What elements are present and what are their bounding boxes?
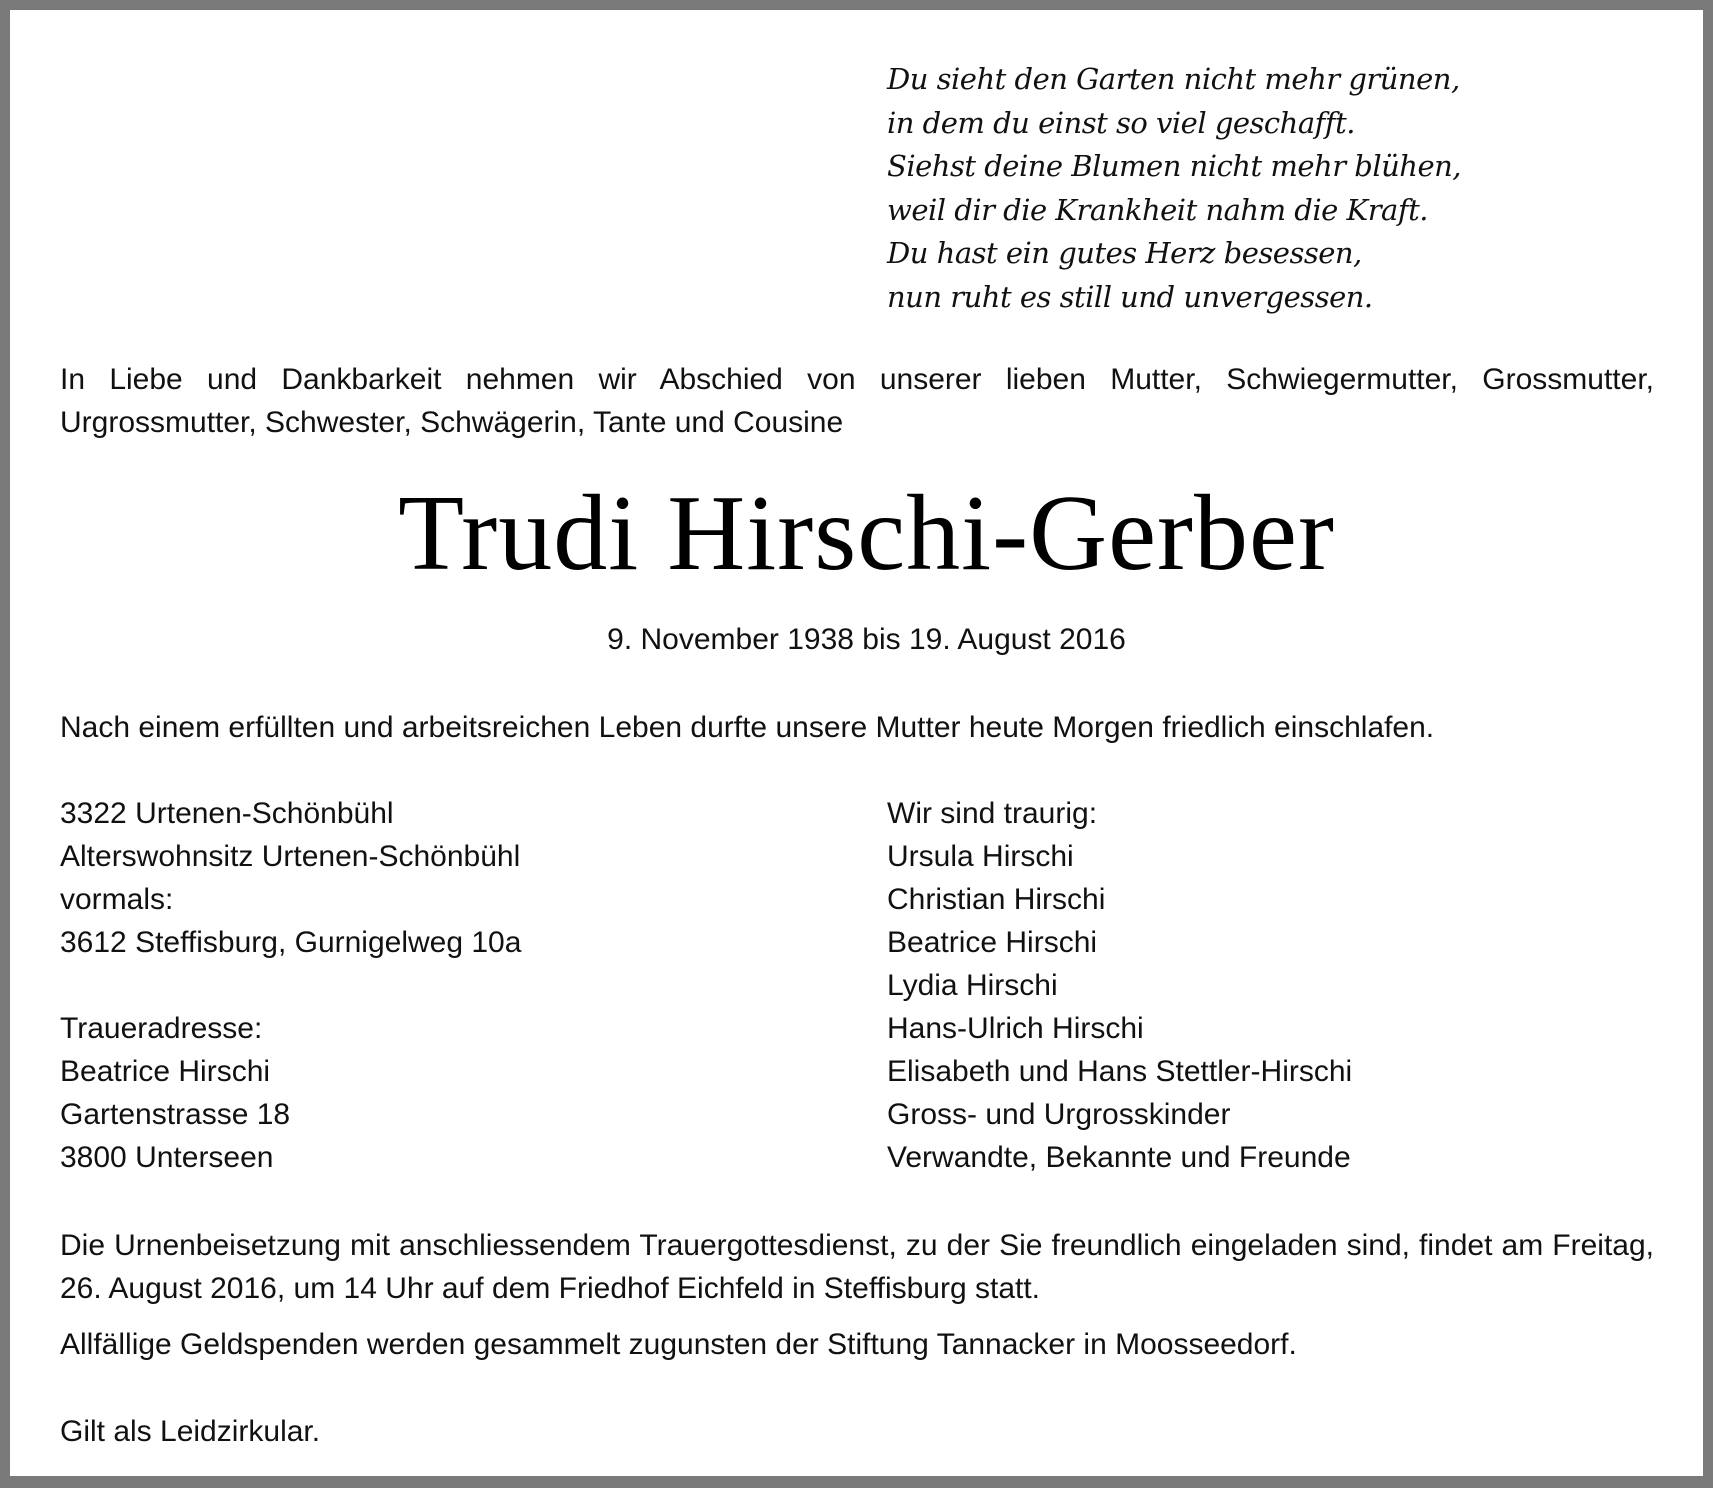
- intro-text: In Liebe und Dankbarkeit nehmen wir Abschied von unserer lieben Mutter, Schwiegermutter, Grossmutter, Urgrossmutter, Schwester, Schwägerin, Tante und Cousine: [60, 363, 1654, 439]
- life-dates: 9. November 1938 bis 19. August 2016: [607, 623, 1126, 656]
- mourning-address-line: 3800 Unterseen: [60, 1141, 274, 1174]
- passing-statement: Nach einem erfüllten und arbeitsreichen Leben durfte unsere Mutter heute Morgen friedlich einschlafen.: [60, 711, 1435, 744]
- mourning-address-line: Beatrice Hirschi: [60, 1055, 271, 1088]
- donations-notice: Allfällige Geldspenden werden gesammelt zugunsten der Stiftung Tannacker in Moosseedorf.: [60, 1328, 1297, 1361]
- poem-line: Siehst deine Blumen nicht mehr blühen,: [887, 149, 1462, 183]
- spacer: [60, 964, 820, 1007]
- poem-line: nun ruht es still und unvergessen.: [887, 279, 1373, 314]
- mourners-column: [887, 792, 1647, 1179]
- mourning-address-line: Gartenstrasse 18: [60, 1098, 291, 1131]
- poem-line: Du hast ein gutes Herz besessen,: [887, 236, 1362, 270]
- residence-line: Alterswohnsitz Urtenen-Schönbühl: [60, 840, 521, 873]
- mourner-name: Beatrice Hirschi: [887, 926, 1098, 959]
- poem: [887, 58, 1461, 319]
- mourner-name: Gross- und Urgrosskinder: [887, 1098, 1231, 1131]
- residence-line: 3612 Steffisburg, Gurnigelweg 10a: [60, 926, 522, 959]
- address-column: [60, 792, 820, 1179]
- mourner-name: Verwandte, Bekannte und Freunde: [887, 1141, 1351, 1174]
- mourner-name: Hans-Ulrich Hirschi: [887, 1012, 1144, 1045]
- poem-line: in dem du einst so viel geschafft.: [887, 105, 1355, 140]
- mourner-name: Lydia Hirschi: [887, 969, 1058, 1002]
- mourning-address-label: Traueradresse:: [60, 1012, 263, 1045]
- residence-line: 3322 Urtenen-Schönbühl: [60, 797, 394, 830]
- mourner-name: Elisabeth und Hans Stettler-Hirschi: [887, 1055, 1353, 1088]
- mourner-name: Christian Hirschi: [887, 883, 1106, 916]
- mourners-heading: Wir sind traurig:: [887, 797, 1098, 830]
- deceased-name: Trudi Hirschi-Gerber: [398, 474, 1335, 593]
- residence-line: vormals:: [60, 883, 174, 916]
- mourner-name: Ursula Hirschi: [887, 840, 1074, 873]
- funeral-notice: Die Urnenbeisetzung mit anschliessendem Trauergottesdienst, zu der Sie freundlich eingeladen sind, findet am Freitag, 26. August 2016, um 14 Uhr auf dem Friedhof Eichfeld in Steffisburg statt.: [60, 1229, 1654, 1305]
- poem-line: Du sieht den Garten nicht mehr grünen,: [887, 62, 1460, 96]
- poem-line: weil dir die Krankheit nahm die Kraft.: [887, 192, 1428, 227]
- obituary-page: [10, 10, 1703, 1476]
- circular-note: Gilt als Leidzirkular.: [60, 1415, 321, 1448]
